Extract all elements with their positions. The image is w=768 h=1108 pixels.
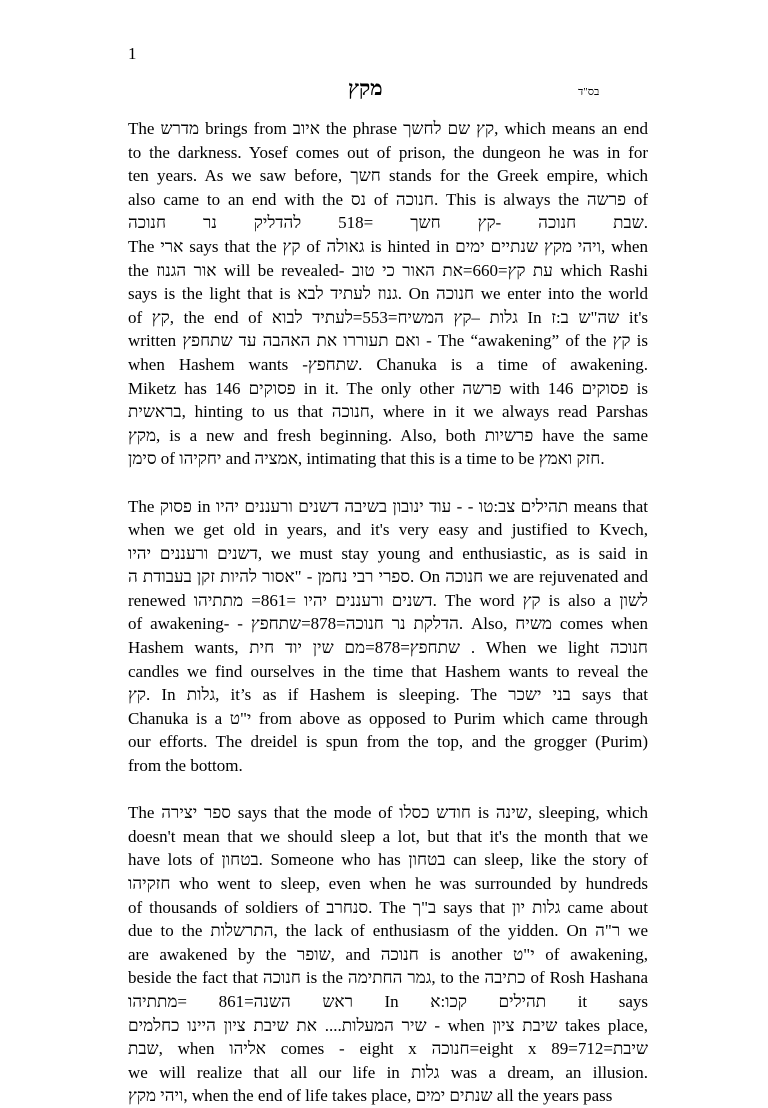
text-line: when we get old in years, and it's very easy and justified to Kvech, [128,520,648,540]
text-line: of thousands of soldiers of סנחרב. The ב"ך says that גלות יון came about [128,897,648,917]
text-line: The ספר יצירה says that the mode of חודש כסלו is שינה, sleeping, which [128,803,648,823]
text-line: ספרי רבי נחמן - "אסור להיות זקן בעבודת ה. On חנוכה we are rejuvenated and [128,567,648,587]
text-line: the אור הגנוז will be revealed- עת קץ=660=את האור כי טוב which Rashi [128,260,648,280]
paragraph-break [128,778,648,802]
document-body [128,117,648,1108]
text-line: The מדרש brings from איוב the phrase קץ שם לחשך, which means an end [128,119,648,138]
text-line: of קץ, the end of גלות –קץ המשיח=553=לעתיד לבוא In שה"ש ב:ז it's [128,307,648,327]
text-line: written ואם תעוררו את האהבה עד שתחפץ - The “awakening” of the קץ is [128,331,648,351]
text-line: when Hashem wants -שתחפץ. Chanuka is a time of awakening. [128,354,648,374]
text-line: The פסוק in תהילים צב:טו - - עוד ינובון בשיבה דשנים ורעננים יהיו means that [128,496,648,516]
text-line: from the bottom. [128,756,243,776]
page-number: 1 [128,44,137,63]
text-line: מקץ, is a new and fresh beginning. Also, both פרשיות have the same [128,425,648,445]
text-line: Hashem wants, שתחפץ=878=מם שין יוד חית . When we light חנוכה [128,638,648,658]
text-line: are awakened by the שופר, and חנוכה is another י"ט of awakening, [128,944,648,964]
text-line: candles we find ourselves in the time that Hashem wants to reveal the [128,661,648,681]
text-line: Miketz has 146 פסוקים in it. The only other פרשה with 146 פסוקים is [128,378,648,398]
text-line: The ארי says that the קץ of גאולה is hinted in ויהי מקץ שנתיים ימים, when [128,236,648,256]
text-line: דשנים ורעננים יהיו, we must stay young and enthusiastic, as is said in [128,543,648,563]
text-line: says is the light that is גנוז לעתיד לבא. On חנוכה we enter into the world [128,284,648,304]
text-line: of awakening- - הדלקת נר חנוכה=878=שתחפץ. Also, משיח comes when [128,614,648,634]
text-line: due to the התרשלות, the lack of enthusiasm of the yidden. On ר"ה we [128,921,648,941]
text-line: חזקיהו who went to sleep, even when he was surrounded by hundreds [128,874,648,893]
text-line: beside the fact that חנוכה is the גמר החתימה, to the כתיבה of Rosh Hashana [128,968,648,988]
text-line: our efforts. The dreidel is spun from the top, and the grogger (Purim) [128,732,648,752]
text-line: סימן of יחקיהו and אמציה, intimating that this is a time to be חזק ואמץ. [128,449,605,469]
text-line: we will realize that all our life in גלות was a dream, an illusion. [128,1062,648,1082]
text-line: have lots of בטחון. Someone who has בטחון can sleep, like the story of [128,850,648,870]
paragraph-break [128,471,648,495]
text-line: also came to an end with the נס of חנוכה. This is always the פרשה of [128,189,648,209]
text-line: doesn't mean that we should sleep a lot, but that it's the month that we [128,826,648,846]
text-line: שבת חנוכה -קץ חשך =518 להדליק נר חנוכה. [128,213,648,233]
text-line: שיר המעלות.... את שיבת ציון היינו כחלמים - when שיבת ציון takes place, [128,1015,648,1035]
text-line: בראשית, hinting to us that חנוכה, where in it we always read Parshas [128,402,648,422]
header-bsd: בס"ד [578,86,600,98]
page-title: מקץ [348,76,383,100]
text-line: קץ. In גלות, it’s as if Hashem is sleeping. The בני ישכר says that [128,685,648,705]
text-line: ten years. As we saw before, חשך stands for the Greek empire, which [128,166,648,186]
text-line: to the darkness. Yosef comes out of prison, the dungeon he was in for [128,142,648,162]
text-line: renewed דשנים ורעננים יהיו =861= מתתיהו. The word קץ is also a לשון [128,590,648,610]
text-line: ויהי מקץ, when the end of life takes place, שנתים ימים all the years pass [128,1086,613,1106]
text-line: ראש השנה=861 =מתתיהו In תהילים קכו:א it says [128,991,648,1011]
text-line: שבת, when אליהו comes - eight x חנוכה=eight x 89=712=שיבת [128,1039,648,1059]
text-line: Chanuka is a י"ט from above as opposed to Purim which came through [128,708,648,728]
